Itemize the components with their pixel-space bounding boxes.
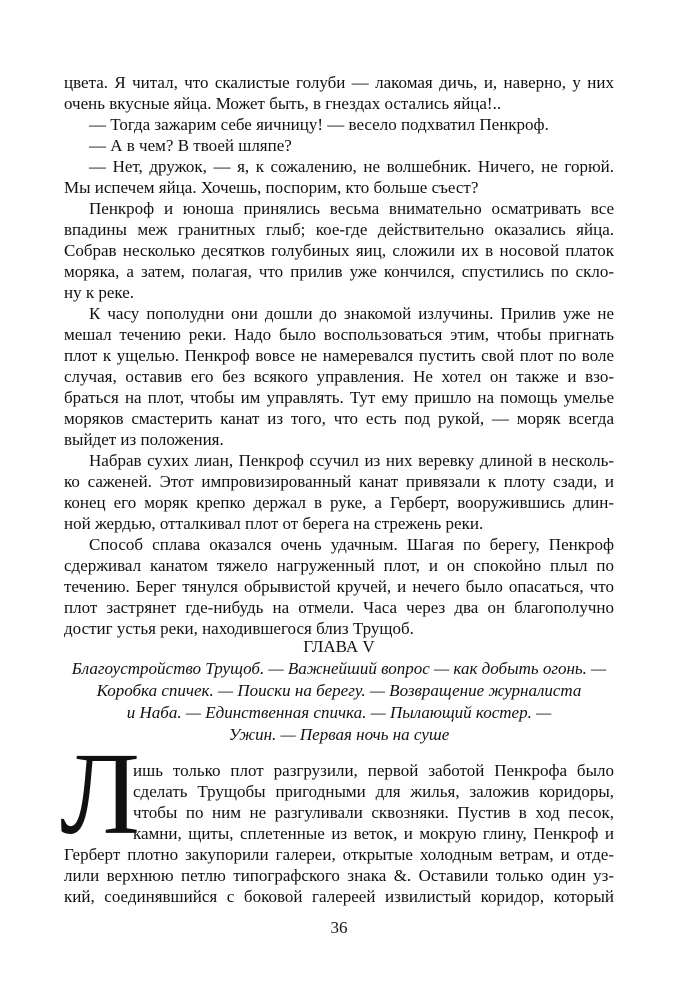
text-line: сдерживал канатом тяжело нагруженный плот, и он спокойно плыл по: [64, 556, 614, 575]
text-line: ной жердью, отталкивал плот от берега на стрежень реки.: [64, 514, 484, 533]
text-line: Собрав несколько десятков голубиных яиц, сложили их в носовой платок: [64, 241, 614, 260]
text-line: случая, оставив его без всякого управления. Не хотел он также и взо-: [64, 367, 614, 386]
text-line: сделать Трущобы пригодными для жилья, заложив коридоры,: [133, 782, 614, 801]
text-line: впадины меж гранитных глыб; кое-где действительно оказались яйца.: [64, 220, 614, 239]
epigraph-line: Ужин. — Первая ночь на суше: [228, 725, 450, 744]
text-line: Набрав сухих лиан, Пенкроф ссучил из них веревку длиной в несколь-: [89, 451, 614, 470]
text-line: К часу пополудни они дошли до знакомой излучины. Прилив уже не: [89, 304, 614, 323]
text-line: браться на плот, чтобы им управлять. Тут ему пришло на помощь умелье: [64, 388, 614, 407]
page-number: 36: [330, 918, 348, 937]
text-line: выйдет из положения.: [64, 430, 224, 449]
text-line: плот застрянет где-нибудь на отмели. Часа через два он благополучно: [64, 598, 614, 617]
text-line: очень вкусные яйца. Может быть, в гнездах остались яйца!..: [64, 94, 502, 113]
text-line: Пенкроф и юноша принялись весьма внимательно осматривать все: [89, 199, 614, 218]
text-line: ишь только плот разгрузили, первой заботой Пенкрофа было: [133, 761, 614, 780]
text-line: — А в чем? В твоей шляпе?: [89, 136, 292, 155]
text-line: плот к ущелью. Пенкроф вовсе не намеревался пустить свой плот по воле: [64, 346, 614, 365]
chapter-title: ГЛАВА V: [303, 637, 375, 656]
drop-cap: Л: [60, 728, 141, 859]
text-line: — Нет, дружок, — я, к сожалению, не волшебник. Ничего, не горюй.: [89, 157, 614, 176]
text-line: Способ сплава оказался очень удачным. Шагая по берегу, Пенкроф: [89, 535, 614, 554]
text-line: моряка, а затем, полагая, что прилив уже кончился, спустились по скло-: [64, 262, 614, 281]
text-line: конец его моряк крепко держал в руке, а Герберт, вооружившись длин-: [64, 493, 614, 512]
text-line: Герберт плотно закупорили галереи, открытые холодным ветрам, и отде-: [64, 845, 614, 864]
text-line: моряков смастерить канат из того, что есть под рукой, — моряк всегда: [64, 409, 614, 428]
text-line: цвета. Я читал, что скалистые голуби — лакомая дичь, и, наверно, у них: [64, 73, 614, 92]
text-line: камни, щиты, сплетенные из веток, и мокрую глину, Пенкроф и: [133, 824, 614, 843]
text-line: — Тогда зажарим себе яичницу! — весело подхватил Пенкроф.: [89, 115, 549, 134]
text-line: лили верхнюю петлю типографского знака &. Оставили только один уз-: [64, 866, 614, 885]
epigraph-line: и Наба. — Единственная спичка. — Пылающий костер. —: [126, 703, 552, 722]
text-line: течению. Берег тянулся обрывистой кручей, и нечего было опасаться, что: [64, 577, 614, 596]
text-line: Мы испечем яйца. Хочешь, поспорим, кто больше съест?: [64, 178, 479, 197]
epigraph-line: Коробка спичек. — Поиски на берегу. — Возвращение журналиста: [96, 681, 582, 700]
text-line: кий, соединявшийся с боковой галереей извилистый коридор, который: [64, 887, 614, 906]
text-line: достиг устья реки, находившегося близ Трущоб.: [64, 619, 414, 638]
text-line: чтобы по ним не разгуливали сквозняки. Пустив в ход песок,: [133, 803, 614, 822]
text-line: ну к реке.: [64, 283, 135, 302]
text-line: мешал течению реки. Надо было воспользоваться этим, чтобы пригнать: [64, 325, 614, 344]
text-line: ко саженей. Этот импровизированный канат привязали к плоту сзади, и: [64, 472, 614, 491]
epigraph-line: Благоустройство Трущоб. — Важнейший вопрос — как добыть огонь. —: [71, 659, 607, 678]
